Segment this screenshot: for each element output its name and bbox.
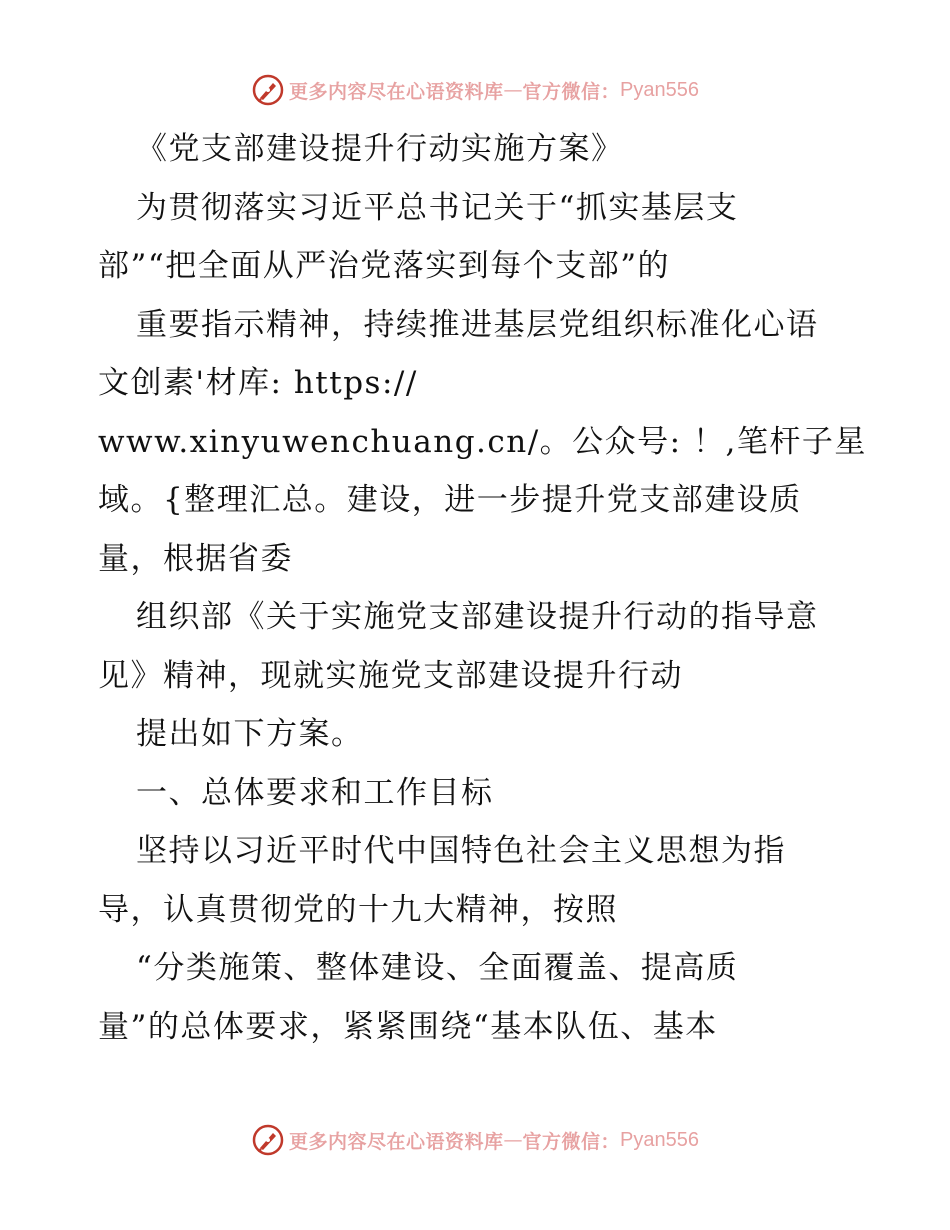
document-body bbox=[98, 120, 898, 1056]
paragraph-line: 量”的总体要求，紧紧围绕“基本队伍、基本 bbox=[98, 1008, 718, 1045]
watermark-dash: — bbox=[503, 1129, 523, 1151]
section-heading: 一、总体要求和工作目标 bbox=[136, 774, 494, 811]
watermark-dash: — bbox=[503, 79, 523, 101]
document-title: 《党支部建设提升行动实施方案》 bbox=[136, 131, 624, 167]
watermark-official: 官方微信： bbox=[522, 80, 621, 103]
watermark-official: 官方微信： bbox=[522, 1130, 621, 1153]
pen-logo-icon bbox=[251, 1123, 285, 1157]
paragraph-line: 提出如下方案。 bbox=[136, 716, 364, 752]
watermark-wechat-id: Pyan556 bbox=[620, 78, 699, 101]
paragraph-line: “分类施策、整体建设、全面覆盖、提高质 bbox=[136, 950, 739, 986]
watermark-brand: 更多内容尽在心语资料库 bbox=[289, 1130, 504, 1153]
pen-logo-icon bbox=[251, 73, 285, 107]
paragraph-line: 重要指示精神，持续推进基层党组织标准化心语 bbox=[136, 306, 819, 343]
paragraph-line: 域。{整理汇总。建设，进一步提升党支部建设质 bbox=[98, 482, 802, 518]
paragraph-line: 组织部《关于实施党支部建设提升行动的指导意 bbox=[136, 599, 819, 635]
paragraph-line: 导，认真贯彻党的十九大精神，按照 bbox=[98, 891, 618, 928]
paragraph-line: 见》精神，现就实施党支部建设提升行动 bbox=[98, 657, 683, 694]
footer-watermark bbox=[0, 1120, 950, 1160]
header-watermark bbox=[0, 70, 950, 110]
paragraph-line: 部”“把全面从严治党落实到每个支部”的 bbox=[98, 248, 671, 284]
paragraph-line: 量，根据省委 bbox=[98, 540, 293, 577]
paragraph-line: 坚持以习近平时代中国特色社会主义思想为指 bbox=[136, 833, 786, 869]
watermark-wechat-id: Pyan556 bbox=[620, 1128, 699, 1151]
paragraph-line: 为贯彻落实习近平总书记关于“抓实基层支 bbox=[136, 189, 739, 226]
paragraph-line: 文创素'材库: https:// bbox=[98, 365, 418, 401]
paragraph-line: www.xinyuwenchuang.cn/。公众号: ！,笔杆子星 bbox=[98, 423, 867, 460]
watermark-brand: 更多内容尽在心语资料库 bbox=[289, 80, 504, 103]
